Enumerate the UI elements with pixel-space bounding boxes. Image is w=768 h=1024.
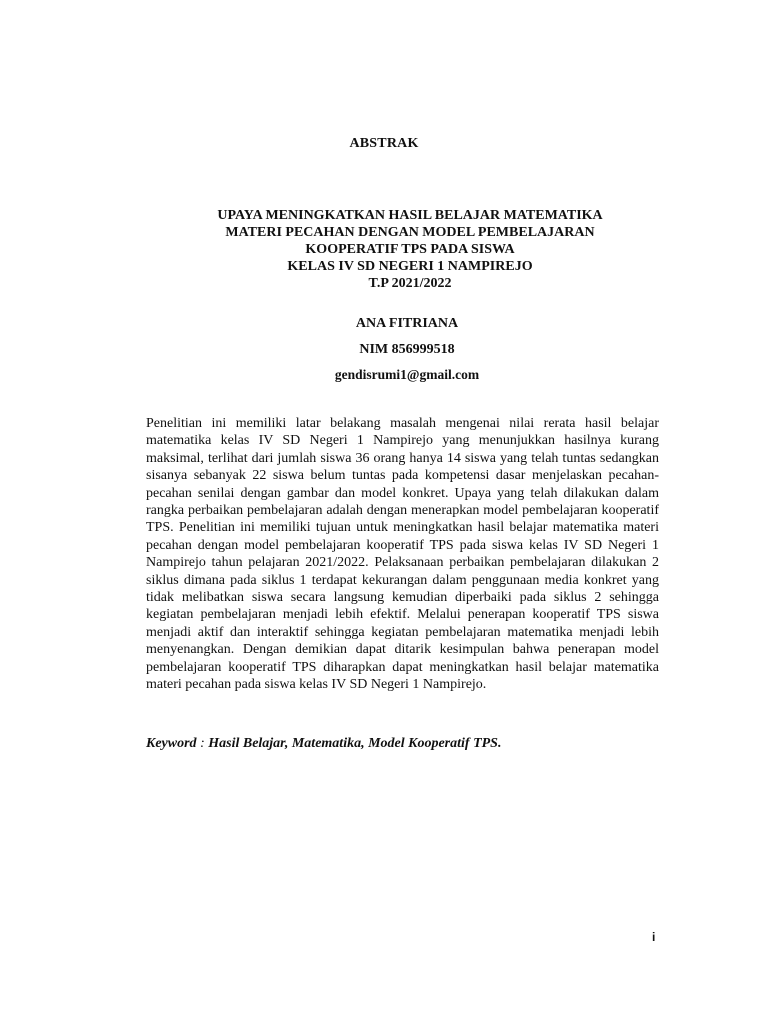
abstract-heading: ABSTRAK xyxy=(349,136,419,151)
title-line: UPAYA MENINGKATKAN HASIL BELAJAR MATEMATIKA xyxy=(217,208,603,223)
author-nim: NIM 856999518 xyxy=(359,342,455,357)
title-line: T.P 2021/2022 xyxy=(368,276,452,291)
keywords-line xyxy=(146,736,659,752)
keywords-text: Hasil Belajar, Matematika, Model Kooperatif TPS. xyxy=(208,736,502,751)
keywords-separator: : xyxy=(196,736,209,751)
title-line: MATERI PECAHAN DENGAN MODEL PEMBELAJARAN xyxy=(225,225,595,240)
title-line: KELAS IV SD NEGERI 1 NAMPIREJO xyxy=(287,259,533,274)
title-line: KOOPERATIF TPS PADA SISWA xyxy=(305,242,515,257)
thesis-title xyxy=(160,207,660,292)
abstract-paragraph: Penelitian ini memiliki latar belakang masalah mengenai nilai rerata hasil belajar matematika kelas IV SD Negeri 1 Nampirejo yang menunjukkan hasilnya kurang maksimal, terlihat dari jumlah siswa 36 orang hanya 14 siswa yang telah tuntas sedangkan sisanya sebanyak 22 siswa belum tuntas pada kompetensi dasar menjelaskan pecahan-pecahan senilai dengan gambar dan model konkret. Upaya yang telah dilakukan dalam rangka perbaikan pembelajaran adalah dengan menerapkan model pembelajaran kooperatif TPS. Penelitian ini memiliki tujuan untuk meningkatkan hasil belajar matematika materi pecahan dengan model pembelajaran kooperatif TPS pada siswa kelas IV SD Negeri 1 Nampirejo tahun pelajaran 2021/2022. Pelaksanaan perbaikan pembelajaran dilakukan 2 siklus dimana pada siklus 1 terdapat kekurangan dalam penggunaan media konkret yang tidak melibatkan siswa secara langsung kemudian diperbaiki pada siklus 2 sehingga kegiatan pembelajaran menjadi lebih efektif. Melalui penerapan kooperatif TPS siswa menjadi aktif dan interaktif sehingga kegiatan pembelajaran matematika menjadi lebih menyenangkan. Dengan demikian dapat ditarik kesimpulan bahwa penerapan model pembelajaran kooperatif TPS diharapkan dapat meningkatkan hasil belajar matematika materi pecahan pada siswa kelas IV SD Negeri 1 Nampirejo. xyxy=(146,416,659,693)
author-name: ANA FITRIANA xyxy=(355,316,459,331)
author-email: gendisrumi1@gmail.com xyxy=(334,367,480,382)
keywords-label: Keyword xyxy=(146,736,197,751)
page-number: i xyxy=(652,930,656,944)
